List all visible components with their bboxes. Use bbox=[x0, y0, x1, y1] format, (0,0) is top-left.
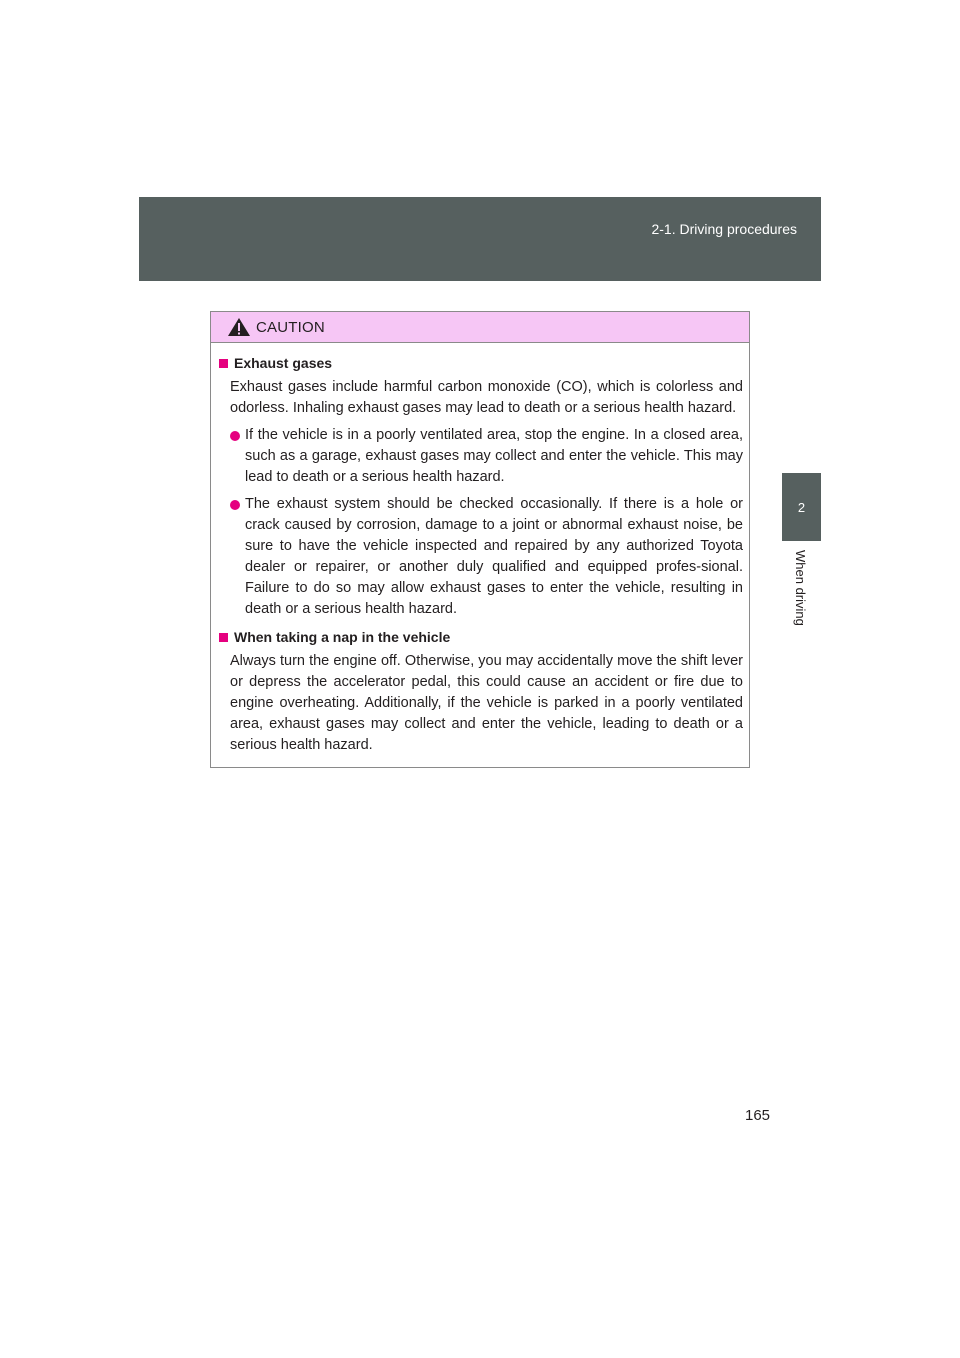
warning-triangle-icon bbox=[227, 317, 251, 337]
caution-header bbox=[211, 312, 749, 343]
caution-body bbox=[211, 343, 749, 756]
caution-label: CAUTION bbox=[256, 318, 325, 336]
chapter-number: 2 bbox=[797, 499, 806, 515]
list-item-text: If the vehicle is in a poorly ventilated area, stop the engine. In a closed area, such as a garage, exhaust gases may collect and enter the vehicle. This may lead to death or a serious health hazard. bbox=[245, 427, 743, 485]
chapter-tab bbox=[782, 473, 821, 541]
section-header-band bbox=[139, 197, 821, 281]
section-title: 2-1. Driving procedures bbox=[651, 221, 797, 237]
topic-nap-in-vehicle bbox=[219, 627, 743, 756]
topic-paragraph: Exhaust gases include harmful carbon monoxide (CO), which is colorless and odorless. Inhaling exhaust gases may lead to death or a serious health hazard. bbox=[230, 379, 743, 416]
square-bullet-icon bbox=[219, 359, 228, 368]
topic-heading: When taking a nap in the vehicle bbox=[234, 629, 451, 645]
list-item-text: The exhaust system should be checked occasionally. If there is a hole or crack caused by corrosion, damage to a joint or abnormal exhaust noise, be sure to have the vehicle inspected and repaired by any authorized Toyota dealer or repairer, or another duly qualified and equipped profes-sional. Failure to do so may allow exhaust gases to enter the vehicle, resulting in death or a serious health hazard. bbox=[245, 496, 743, 617]
topic-heading: Exhaust gases bbox=[234, 355, 333, 371]
square-bullet-icon bbox=[219, 633, 228, 642]
list-item bbox=[230, 425, 743, 488]
caution-box bbox=[210, 311, 750, 768]
list-item bbox=[230, 494, 743, 620]
chapter-label: When driving bbox=[793, 550, 808, 626]
topic-paragraph: Always turn the engine off. Otherwise, you may accidentally move the shift lever or depress the accelerator pedal, this could cause an accident or fire due to engine overheating. Additionally, if the vehicle is parked in a poorly ventilated area, exhaust gases may collect and enter the vehicle, leading to death or a serious health hazard. bbox=[230, 653, 743, 753]
page-number: 165 bbox=[745, 1107, 771, 1124]
topic-exhaust-gases bbox=[219, 353, 743, 620]
circle-bullet-icon bbox=[230, 500, 240, 510]
circle-bullet-icon bbox=[230, 431, 240, 441]
